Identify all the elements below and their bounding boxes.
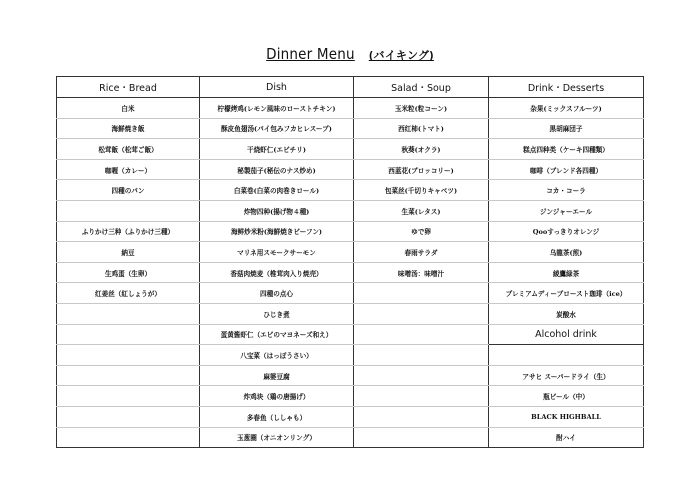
dish-cell: 多春鱼（ししゃも）: [200, 406, 354, 427]
rice-bread-cell: [57, 324, 200, 345]
salad-soup-cell: [354, 365, 489, 386]
salad-soup-cell: 西蓝花(ブロッコリー): [354, 159, 489, 180]
alcohol-heading: Alcohol drink: [489, 324, 644, 345]
menu-subtitle: (バイキング): [368, 49, 434, 62]
table-row: [57, 386, 644, 407]
dish-cell: 四種の点心: [200, 283, 354, 304]
salad-soup-cell: [354, 427, 489, 448]
rice-bread-cell: 納豆: [57, 242, 200, 263]
drink-dessert-cell: 炭酸水: [489, 303, 644, 324]
rice-bread-cell: [57, 303, 200, 324]
rice-bread-cell: [57, 200, 200, 221]
column-header-salad-soup: Salad・Soup: [354, 77, 489, 98]
rice-bread-cell: 海鮮焼き飯: [57, 118, 200, 139]
dish-cell: 玉葱圈（オニオンリング）: [200, 427, 354, 448]
alcohol-cell: 酎ハイ: [489, 427, 644, 448]
salad-soup-cell: [354, 324, 489, 345]
dish-cell: 白菜卷(白菜の肉巻きロール): [200, 180, 354, 201]
rice-bread-cell: 松茸飯（松茸ご飯）: [57, 139, 200, 160]
table-row: [57, 262, 644, 283]
table-row: [57, 283, 644, 304]
drink-dessert-cell: ジンジャーエール: [489, 200, 644, 221]
rice-bread-cell: 咖喱（カレー）: [57, 159, 200, 180]
salad-soup-cell: [354, 283, 489, 304]
drink-dessert-cell: 乌龍茶(煎): [489, 242, 644, 263]
dish-cell: 麻婆豆腐: [200, 365, 354, 386]
rice-bread-cell: [57, 386, 200, 407]
drink-dessert-cell: 糕点四种类（ケーキ四種類）: [489, 139, 644, 160]
salad-soup-cell: 春雨サラダ: [354, 242, 489, 263]
table-row: [57, 406, 644, 427]
dish-cell: 秘製茄子(秘伝のナス炒め): [200, 159, 354, 180]
rice-bread-cell: [57, 406, 200, 427]
dish-cell: 柠檬烤鸡(レモン風味のローストチキン): [200, 98, 354, 119]
column-header-dish: Dish: [200, 77, 354, 98]
menu-title: Dinner Menu (バイキング): [266, 45, 434, 63]
salad-soup-cell: [354, 406, 489, 427]
table-row: [57, 180, 644, 201]
table-row: [57, 139, 644, 160]
rice-bread-cell: [57, 427, 200, 448]
drink-dessert-cell: プレミアムディープロースト珈琲（ice）: [489, 283, 644, 304]
drink-dessert-cell: 黒胡麻団子: [489, 118, 644, 139]
dish-cell: 八宝菜（はっぽうさい）: [200, 345, 354, 366]
table-row: [57, 345, 644, 366]
table-row: [57, 159, 644, 180]
rice-bread-cell: 四種のパン: [57, 180, 200, 201]
salad-soup-cell: 秋葵(オクラ): [354, 139, 489, 160]
table-row: [57, 98, 644, 119]
rice-bread-cell: 生鸡蛋（生卵）: [57, 262, 200, 283]
table-row: [57, 221, 644, 242]
rice-bread-cell: [57, 365, 200, 386]
table-row: [57, 427, 644, 448]
salad-soup-cell: 生菜(レタス): [354, 200, 489, 221]
drink-dessert-cell: 杂果(ミックスフルーツ): [489, 98, 644, 119]
alcohol-cell: 瓶ビール（中）: [489, 386, 644, 407]
column-header-rice-bread: Rice・Bread: [57, 77, 200, 98]
salad-soup-cell: 包菜丝(千切りキャベツ): [354, 180, 489, 201]
salad-soup-cell: [354, 303, 489, 324]
table-row: [57, 118, 644, 139]
column-header-drink-desserts: Drink・Desserts: [489, 77, 644, 98]
header-row: [57, 77, 644, 98]
salad-soup-cell: ゆで卵: [354, 221, 489, 242]
table-row: [57, 303, 644, 324]
dish-cell: 酥皮鱼翅汤(パイ包みフカヒレスープ): [200, 118, 354, 139]
rice-bread-cell: 红姜丝（紅しょうが）: [57, 283, 200, 304]
dish-cell: 蛋黄酱虾仁（エビのマヨネーズ和え）: [200, 324, 354, 345]
dish-cell: 炸鸡块（鶏の唐揚げ）: [200, 386, 354, 407]
rice-bread-cell: 白米: [57, 98, 200, 119]
salad-soup-cell: 玉米粒(粒コーン): [354, 98, 489, 119]
menu-title-block: [0, 44, 700, 63]
drink-dessert-cell: コカ・コーラ: [489, 180, 644, 201]
dish-cell: 干烧虾仁(エビチリ): [200, 139, 354, 160]
dish-cell: 海鲜炒米粉(海鮮焼きビーフン): [200, 221, 354, 242]
dish-cell: マリネ用スモークサーモン: [200, 242, 354, 263]
rice-bread-cell: ふりかけ三种（ふりかけ三種）: [57, 221, 200, 242]
dish-cell: 炸物四种(揚げ物４種): [200, 200, 354, 221]
table-row: [57, 242, 644, 263]
empty-cell: [489, 345, 644, 366]
alcohol-cell: BLACK HIGHBALL: [489, 406, 644, 427]
table-row: [57, 200, 644, 221]
dish-cell: ひじき煮: [200, 303, 354, 324]
table-row: [57, 324, 644, 345]
drink-dessert-cell: 咖啡（ブレンド各四種）: [489, 159, 644, 180]
drink-dessert-cell: 綾鷹緑茶: [489, 262, 644, 283]
drink-dessert-cell: Qooすっきりオレンジ: [489, 221, 644, 242]
salad-soup-cell: 味噌汤：味噌汁: [354, 262, 489, 283]
salad-soup-cell: 西红柿(トマト): [354, 118, 489, 139]
salad-soup-cell: [354, 386, 489, 407]
menu-table: [56, 76, 644, 448]
dish-cell: 香菇肉焼麦（椎茸肉入り焼売）: [200, 262, 354, 283]
table-row: [57, 365, 644, 386]
alcohol-cell: アサヒ スーパードライ（生）: [489, 365, 644, 386]
salad-soup-cell: [354, 345, 489, 366]
rice-bread-cell: [57, 345, 200, 366]
